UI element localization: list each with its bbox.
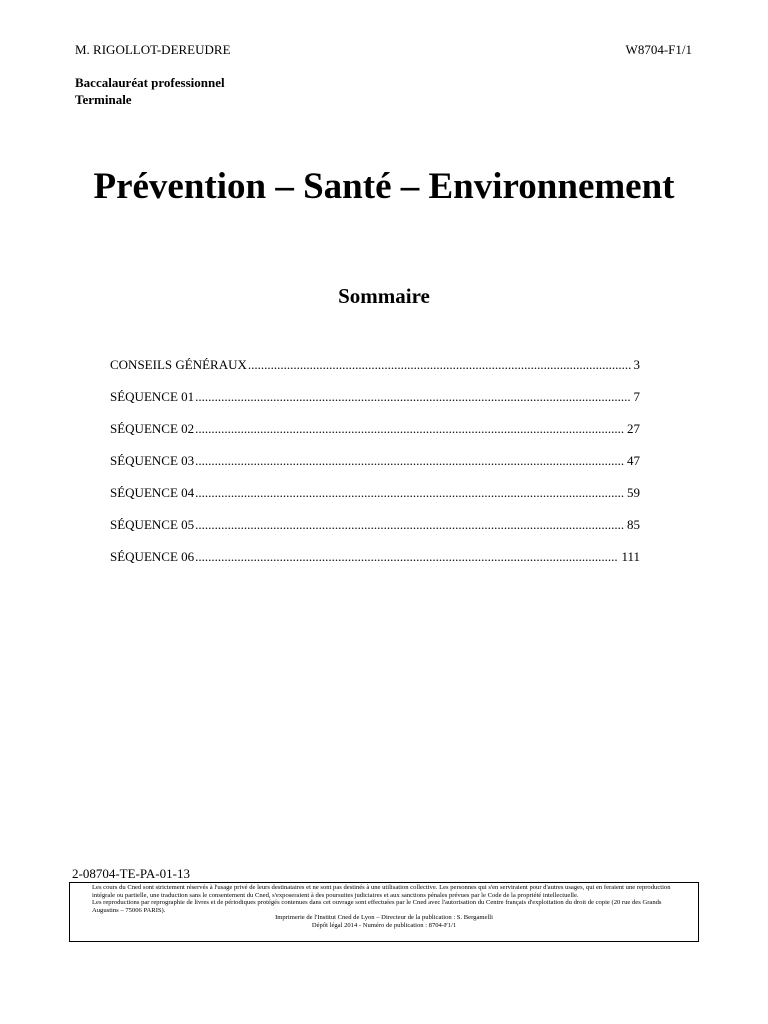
toc-entry[interactable] [110, 453, 640, 485]
toc-entry-page: 7 [633, 389, 640, 404]
toc-entry-page: 3 [633, 357, 640, 372]
table-of-contents [110, 357, 640, 581]
toc-entry-page: 59 [627, 485, 640, 500]
toc-entry-page: 47 [627, 453, 640, 468]
reproduction-notice: Les reproductions par reprographie de livres et de périodiques protégés contenues dans cet ouvrage sont effectuées par le Cned avec l'autorisation du Centre français d'exploitation du droit de copie (20 rue des Grands Augustins – 75006 PARIS). [92, 899, 662, 914]
toc-entry-label: SÉQUENCE 01 [110, 389, 195, 404]
toc-entry-label: SÉQUENCE 04 [110, 485, 195, 500]
legal-notice-box [69, 882, 699, 942]
course-code: W8704-F1/1 [625, 42, 692, 57]
printer-notice: Imprimerie de l'Institut Cned de Lyon – Directeur de la publication : S. Bergamelli [275, 914, 493, 922]
toc-leader-dots [195, 485, 624, 501]
toc-leader-dots [248, 357, 631, 373]
toc-entry-page: 85 [627, 517, 640, 532]
copyright-notice: Les cours du Cned sont strictement réservés à l'usage privé de leurs destinataires et ne sont pas destinés à une utilisation collective. Les personnes qui s'en serviraient pour d'autres usages, qui en feraient une reproduction intégrale ou partielle, une traduction sans le consentement du Cned, s'exposeraient à des poursuites judiciaires et aux sanctions pénales prévues par le Code de la propriété intellectuelle. [92, 884, 671, 899]
toc-entry-label: SÉQUENCE 02 [110, 421, 195, 436]
toc-heading: Sommaire [338, 284, 430, 308]
toc-entry-label: SÉQUENCE 05 [110, 517, 195, 532]
document-title: Prévention – Santé – Environnement [93, 166, 675, 207]
toc-entry-page: 27 [627, 421, 640, 436]
toc-leader-dots [195, 389, 630, 405]
toc-entry-page: 111 [621, 549, 640, 564]
toc-entry-label: CONSEILS GÉNÉRAUX [110, 357, 247, 372]
legal-deposit-notice: Dépôt légal 2014 - Numéro de publication : 8704-F1/1 [311, 921, 457, 929]
level-line-2: Terminale [75, 92, 132, 107]
toc-entry[interactable] [110, 549, 640, 581]
toc-entry[interactable] [110, 517, 640, 549]
toc-entry[interactable] [110, 421, 640, 453]
toc-entry[interactable] [110, 485, 640, 517]
toc-leader-dots [195, 421, 624, 437]
toc-leader-dots [195, 453, 624, 469]
document-reference: 2-08704-TE-PA-01-13 [72, 866, 190, 881]
education-level [75, 74, 225, 108]
toc-entry[interactable] [110, 357, 640, 389]
toc-entry[interactable] [110, 389, 640, 421]
level-line-1: Baccalauréat professionnel [75, 75, 225, 90]
author-name: M. RIGOLLOT-DEREUDRE [75, 42, 231, 57]
toc-entry-label: SÉQUENCE 03 [110, 453, 195, 468]
toc-leader-dots [195, 517, 624, 533]
toc-leader-dots [195, 549, 618, 565]
toc-entry-label: SÉQUENCE 06 [110, 549, 195, 564]
